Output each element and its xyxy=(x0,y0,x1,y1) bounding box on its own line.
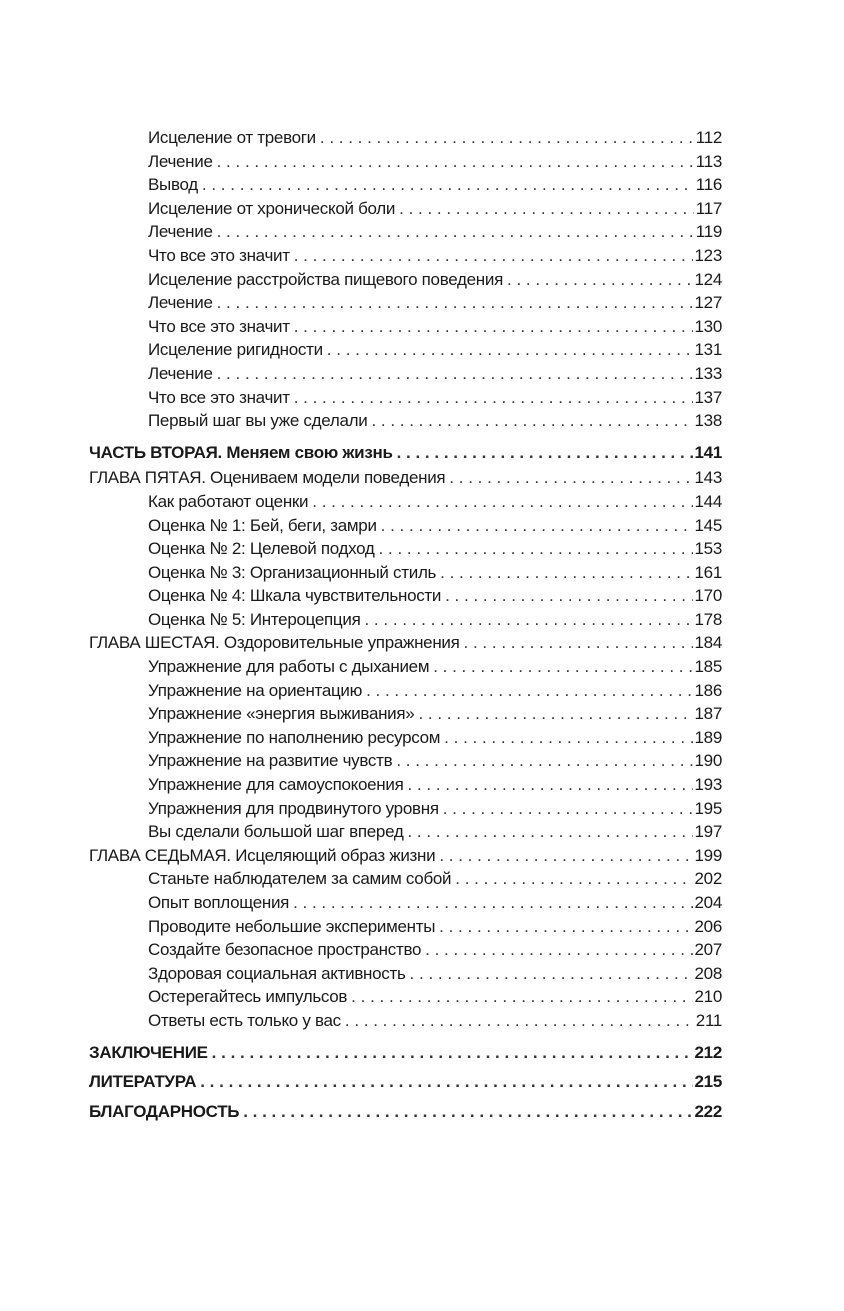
dot-leader xyxy=(212,1041,693,1065)
dot-leader xyxy=(293,891,692,915)
dot-leader xyxy=(507,268,693,292)
toc-entry-page-number: 153 xyxy=(694,539,722,559)
toc-entry[interactable] xyxy=(89,409,722,433)
toc-entry-title: Создайте безопасное пространство xyxy=(148,940,422,960)
dot-leader xyxy=(217,291,693,315)
toc-entry-page-number: 222 xyxy=(694,1101,722,1121)
toc-entry-title: Оценка № 2: Целевой подход xyxy=(148,539,375,559)
toc-entry-title: БЛАГОДАРНОСТЬ xyxy=(89,1101,240,1121)
toc-entry[interactable] xyxy=(89,655,722,679)
toc-entry[interactable] xyxy=(89,962,722,986)
toc-entry[interactable] xyxy=(89,797,722,821)
dot-leader xyxy=(443,797,693,821)
toc-entry[interactable] xyxy=(89,1009,722,1033)
dot-leader xyxy=(294,386,693,410)
dot-leader xyxy=(455,867,692,891)
toc-entry-title: Упражнение для работы с дыханием xyxy=(148,657,430,677)
toc-entry-page-number: 208 xyxy=(694,963,722,983)
toc-entry-page-number: 190 xyxy=(694,751,722,771)
toc-entry-title: Исцеление ригидности xyxy=(148,340,323,360)
toc-entry-title: Исцеление расстройства пищевого поведения xyxy=(148,269,503,289)
dot-leader xyxy=(449,466,692,490)
toc-entry-title: Упражнения для продвинутого уровня xyxy=(148,798,439,818)
dot-leader xyxy=(439,915,692,939)
toc-entry[interactable] xyxy=(89,726,722,750)
toc-heading-entry[interactable] xyxy=(89,441,722,465)
toc-entry[interactable] xyxy=(89,244,722,268)
toc-entry[interactable] xyxy=(89,386,722,410)
toc-entry-title: ГЛАВА ПЯТАЯ. Оцениваем модели поведения xyxy=(89,468,446,488)
dot-leader xyxy=(379,537,693,561)
toc-entry-page-number: 133 xyxy=(694,363,722,383)
toc-entry-page-number: 210 xyxy=(694,987,722,1007)
dot-leader xyxy=(396,749,692,773)
toc-entry-page-number: 119 xyxy=(695,222,722,242)
toc-entry[interactable] xyxy=(89,608,722,632)
toc-entry-title: Лечение xyxy=(148,293,213,313)
toc-entry-title: Проводите небольшие эксперименты xyxy=(148,916,436,936)
toc-heading-entry[interactable] xyxy=(89,1100,722,1124)
toc-entry-title: ЧАСТЬ ВТОРАЯ. Меняем свою жизнь xyxy=(89,442,393,462)
dot-leader xyxy=(294,244,693,268)
toc-entry-title: Что все это значит xyxy=(148,316,290,336)
toc-entry-page-number: 202 xyxy=(694,869,722,889)
toc-entry-title: Опыт воплощения xyxy=(148,893,290,912)
toc-entry-page-number: 113 xyxy=(695,151,722,171)
dot-leader xyxy=(217,150,694,174)
toc-entry-title: Ответы есть только у вас xyxy=(148,1010,341,1030)
toc-entry[interactable] xyxy=(89,173,722,197)
toc-entry-page-number: 170 xyxy=(694,586,722,606)
toc-entry-page-number: 123 xyxy=(694,245,722,265)
dot-leader xyxy=(425,938,692,962)
toc-entry-page-number: 211 xyxy=(695,1010,722,1030)
dot-leader xyxy=(320,126,694,150)
toc-entry-page-number: 189 xyxy=(694,727,722,747)
dot-leader xyxy=(345,1009,694,1033)
toc-entry-title: Исцеление от хронической боли xyxy=(148,198,396,218)
toc-entry-page-number: 199 xyxy=(694,845,722,865)
toc-entry-title: Оценка № 3: Организационный стиль xyxy=(148,562,437,582)
toc-entry[interactable] xyxy=(89,268,722,292)
toc-entry-title: Как работают оценки xyxy=(148,491,309,511)
dot-leader xyxy=(243,1100,692,1124)
toc-entry-title: ГЛАВА ШЕСТАЯ. Оздоровительные упражнения xyxy=(89,633,460,653)
toc-entry-title: Вывод xyxy=(148,175,198,195)
dot-leader xyxy=(312,490,692,514)
toc-entry-page-number: 130 xyxy=(694,316,722,336)
toc-entry-title: Лечение xyxy=(148,363,213,383)
toc-entry-page-number: 195 xyxy=(694,798,722,818)
toc-entry-page-number: 186 xyxy=(694,680,722,700)
toc-entry-page-number: 212 xyxy=(694,1042,722,1062)
toc-entry-page-number: 161 xyxy=(694,562,722,582)
toc-entry-page-number: 197 xyxy=(694,822,722,842)
toc-heading-entry[interactable] xyxy=(89,631,722,655)
toc-entry[interactable] xyxy=(89,773,722,797)
toc-entry-title: Лечение xyxy=(148,151,213,171)
toc-entry[interactable] xyxy=(89,584,722,608)
toc-entry[interactable] xyxy=(89,338,722,362)
dot-leader xyxy=(366,679,692,703)
toc-heading-entry[interactable] xyxy=(89,844,722,868)
toc-entry-title: ГЛАВА СЕДЬМАЯ. Исцеляющий образ жизни xyxy=(89,845,436,865)
toc-entry-page-number: 145 xyxy=(694,515,722,535)
toc-entry-title: Упражнение по наполнению ресурсом xyxy=(148,727,441,747)
dot-leader xyxy=(444,726,692,750)
toc-entry-title: Упражнение для самоуспокоения xyxy=(148,775,404,795)
dot-leader xyxy=(200,1070,692,1094)
dot-leader xyxy=(327,338,693,362)
toc-heading-entry[interactable] xyxy=(89,466,722,490)
toc-entry-title: ЛИТЕРАТУРА xyxy=(89,1072,197,1092)
toc-heading-entry[interactable] xyxy=(89,1041,722,1065)
dot-leader xyxy=(371,409,692,433)
toc-entry-title: Исцеление от тревоги xyxy=(148,128,316,147)
dot-leader xyxy=(445,584,692,608)
dot-leader xyxy=(217,220,694,244)
toc-entry[interactable] xyxy=(89,126,722,150)
dot-leader xyxy=(410,962,693,986)
toc-entry-title: Здоровая социальная активность xyxy=(148,963,406,983)
toc-entry-page-number: 184 xyxy=(694,633,722,653)
toc-entry-title: Что все это значит xyxy=(148,387,290,407)
dot-leader xyxy=(397,441,693,465)
table-of-contents xyxy=(89,126,722,1123)
toc-entry-page-number: 112 xyxy=(695,128,722,147)
toc-entry[interactable] xyxy=(89,220,722,244)
toc-entry-title: Оценка № 5: Интероцепция xyxy=(148,609,361,629)
toc-entry[interactable] xyxy=(89,985,722,1009)
toc-entry-page-number: 117 xyxy=(695,198,722,218)
toc-entry-page-number: 206 xyxy=(694,916,722,936)
toc-entry-page-number: 144 xyxy=(694,491,722,511)
toc-entry-title: Что все это значит xyxy=(148,245,290,265)
toc-entry-page-number: 143 xyxy=(694,468,722,488)
dot-leader xyxy=(202,173,694,197)
toc-entry-title: ЗАКЛЮЧЕНИЕ xyxy=(89,1042,208,1062)
toc-entry-page-number: 185 xyxy=(694,657,722,677)
toc-entry-title: Оценка № 4: Шкала чувствительности xyxy=(148,586,442,606)
toc-entry[interactable] xyxy=(89,679,722,703)
toc-entry[interactable] xyxy=(89,915,722,939)
toc-entry[interactable] xyxy=(89,749,722,773)
toc-entry-title: Первый шаг вы уже сделали xyxy=(148,411,368,431)
toc-entry-title: Остерегайтесь импульсов xyxy=(148,987,348,1007)
dot-leader xyxy=(294,315,693,339)
toc-entry[interactable] xyxy=(89,938,722,962)
toc-entry-page-number: 187 xyxy=(694,704,722,724)
toc-entry-page-number: 137 xyxy=(694,387,722,407)
dot-leader xyxy=(408,773,693,797)
toc-entry-title: Вы сделали большой шаг вперед xyxy=(148,822,404,842)
toc-entry-page-number: 178 xyxy=(694,609,722,629)
dot-leader xyxy=(464,631,693,655)
toc-entry-title: Упражнение «энергия выживания» xyxy=(148,704,415,724)
toc-entry-title: Упражнение на развитие чувств xyxy=(148,751,393,771)
dot-leader xyxy=(433,655,692,679)
toc-entry[interactable] xyxy=(89,315,722,339)
toc-entry-page-number: 193 xyxy=(694,775,722,795)
toc-entry-page-number: 141 xyxy=(694,442,722,462)
toc-entry-page-number: 127 xyxy=(694,293,722,313)
toc-entry-page-number: 138 xyxy=(694,411,722,431)
dot-leader xyxy=(351,985,692,1009)
dot-leader xyxy=(364,608,692,632)
toc-entry-title: Станьте наблюдателем за самим собой xyxy=(148,869,452,889)
toc-entry[interactable] xyxy=(89,150,722,174)
dot-leader xyxy=(381,514,693,538)
toc-entry[interactable] xyxy=(89,291,722,315)
toc-entry[interactable] xyxy=(89,362,722,386)
toc-entry-page-number: 215 xyxy=(694,1072,722,1092)
dot-leader xyxy=(440,561,692,585)
toc-entry-title: Упражнение на ориентацию xyxy=(148,680,363,700)
toc-entry-title: Лечение xyxy=(148,222,213,242)
toc-entry-page-number: 207 xyxy=(694,940,722,960)
toc-entry[interactable] xyxy=(89,561,722,585)
toc-entry[interactable] xyxy=(89,867,722,891)
dot-leader xyxy=(407,820,692,844)
toc-entry-title: Оценка № 1: Бей, беги, замри xyxy=(148,515,377,535)
dot-leader xyxy=(399,197,694,221)
toc-entry-page-number: 204 xyxy=(694,893,722,912)
toc-entry[interactable] xyxy=(89,702,722,726)
toc-entry[interactable] xyxy=(89,891,722,915)
toc-entry-page-number: 124 xyxy=(694,269,722,289)
toc-entry[interactable] xyxy=(89,537,722,561)
dot-leader xyxy=(439,844,692,868)
toc-entry-page-number: 131 xyxy=(694,340,722,360)
toc-entry[interactable] xyxy=(89,820,722,844)
toc-entry-page-number: 116 xyxy=(695,175,722,195)
toc-heading-entry[interactable] xyxy=(89,1070,722,1094)
dot-leader xyxy=(217,362,693,386)
toc-entry[interactable] xyxy=(89,514,722,538)
toc-entry[interactable] xyxy=(89,197,722,221)
toc-entry[interactable] xyxy=(89,490,722,514)
dot-leader xyxy=(418,702,692,726)
